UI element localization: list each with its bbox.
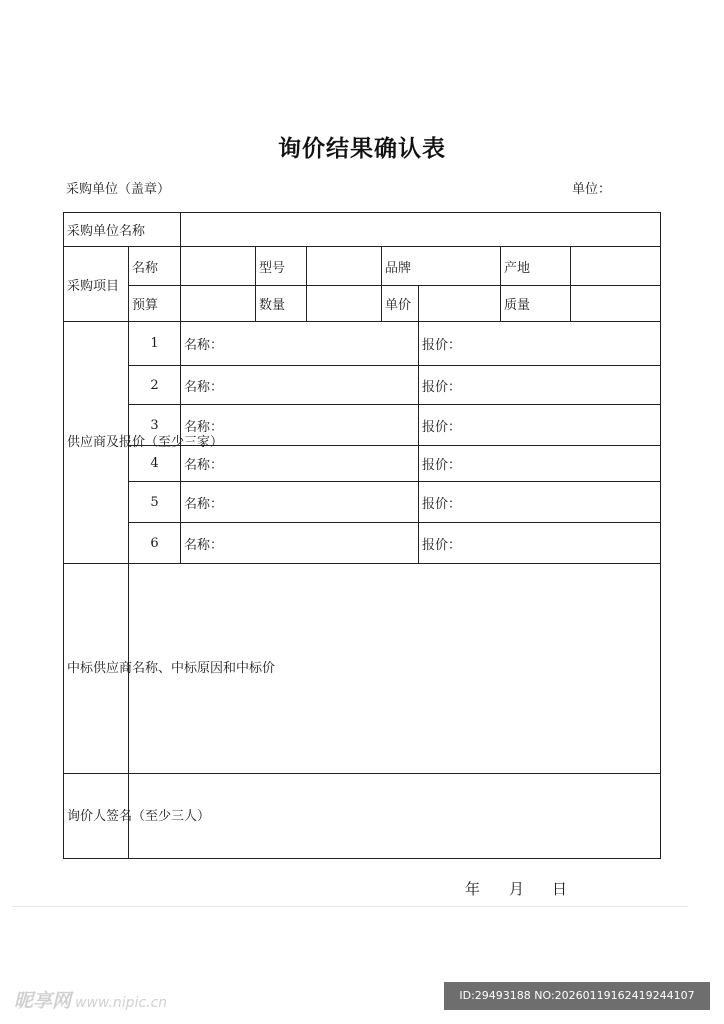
supplier-number: 4 [129,446,181,482]
supplier-name-field[interactable]: 名称： [181,322,419,366]
project-origin-value[interactable] [571,247,661,286]
supplier-row [64,523,661,564]
project-row-2 [64,286,661,322]
project-unit-price-label: 单价 [382,286,419,322]
buyer-unit-stamp-label: 采购单位（盖章） [66,182,171,197]
supplier-number: 1 [129,322,181,366]
supplier-name-field[interactable]: 名称： [181,523,419,564]
supplier-row [64,322,661,366]
supplier-name-field[interactable]: 名称： [181,446,419,482]
watermark-site: 昵享网 [14,990,72,1012]
project-quality-value[interactable] [571,286,661,322]
winner-row [64,564,661,774]
supplier-row [64,366,661,405]
project-label: 采购项目 [64,247,129,322]
project-name-label: 名称 [129,247,181,286]
project-name-value[interactable] [181,247,256,286]
project-budget-value[interactable] [181,286,256,322]
form-title: 询价结果确认表 [278,136,446,162]
project-unit-price-value[interactable] [419,286,501,322]
buyer-name-row [64,213,661,247]
supplier-quote-field[interactable]: 报价： [419,482,661,523]
project-quality-label: 质量 [501,286,571,322]
watermark-url: www.nipic.cn [75,995,168,1011]
project-origin-label: 产地 [501,247,571,286]
supplier-name-field[interactable]: 名称： [181,366,419,405]
supplier-row [64,482,661,523]
supplier-quote-field[interactable]: 报价： [419,322,661,366]
signature-label: 询价人签名（至少三人） [64,774,129,859]
buyer-name-label: 采购单位名称 [64,213,181,247]
project-row-1 [64,247,661,286]
supplier-name-field[interactable]: 名称： [181,405,419,446]
project-model-value[interactable] [307,247,382,286]
inquiry-result-table [63,212,661,859]
supplier-number: 5 [129,482,181,523]
date-year-label: 年 [465,880,481,898]
supplier-quote-field[interactable]: 报价： [419,523,661,564]
supplier-number: 6 [129,523,181,564]
project-budget-label: 预算 [129,286,181,322]
supplier-row [64,446,661,482]
project-quantity-label: 数量 [256,286,307,322]
supplier-quote-field[interactable]: 报价： [419,405,661,446]
supplier-number: 3 [129,405,181,446]
watermark-logo [14,986,167,1013]
project-brand-label: 品牌 [382,247,501,286]
supplier-quote-field[interactable]: 报价： [419,446,661,482]
project-quantity-value[interactable] [307,286,382,322]
date-day-label: 日 [552,880,568,898]
date-month-label: 月 [509,880,525,898]
supplier-section-label: 供应商及报价（至少三家） [64,322,129,564]
watermark-id-badge: ID:29493188 NO:20260119162419244107 [444,982,710,1010]
buyer-name-value[interactable] [181,213,661,247]
winner-label: 中标供应商名称、中标原因和中标价 [64,564,129,774]
project-model-label: 型号 [256,247,307,286]
supplier-name-field[interactable]: 名称： [181,482,419,523]
supplier-quote-field[interactable]: 报价： [419,366,661,405]
signature-row [64,774,661,859]
page-divider [12,906,688,907]
unit-label: 单位： [572,182,612,197]
supplier-number: 2 [129,366,181,405]
